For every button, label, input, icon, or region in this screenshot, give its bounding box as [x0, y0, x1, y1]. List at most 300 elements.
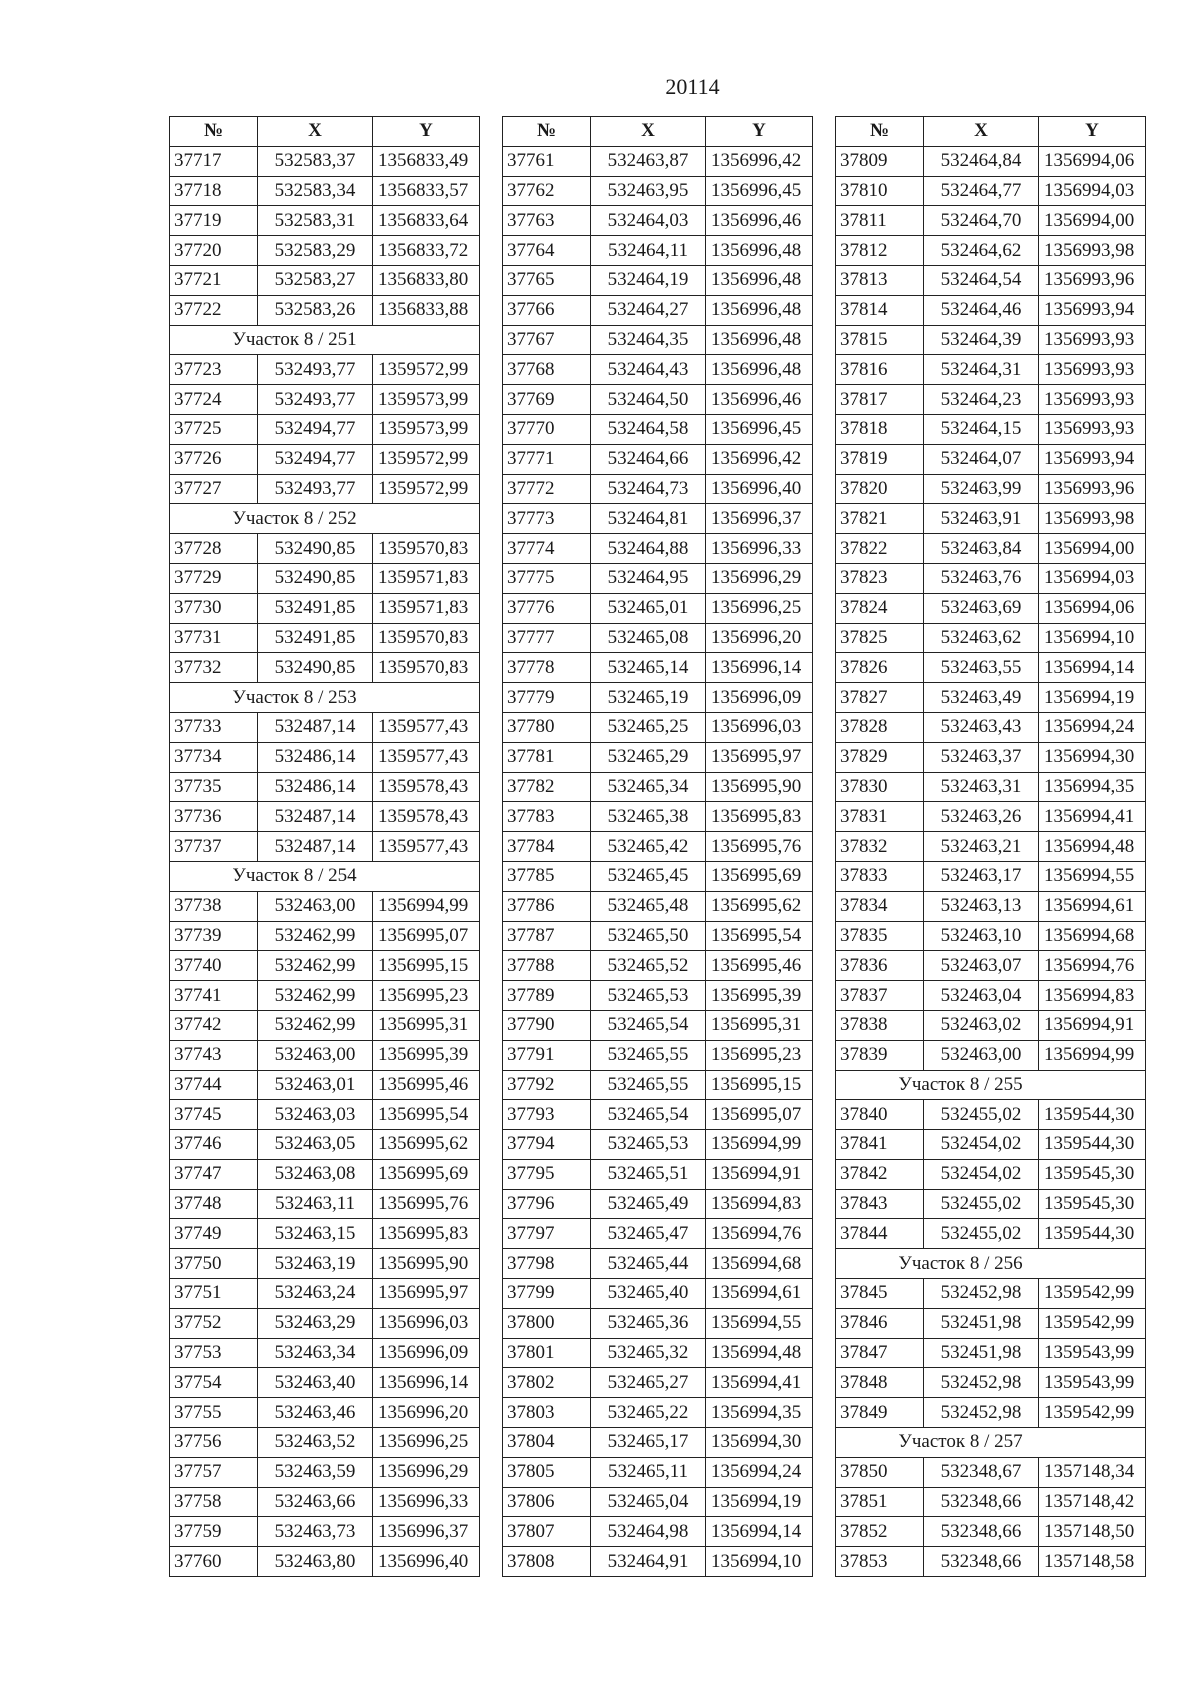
number-header: №: [836, 117, 924, 147]
table-row: [836, 921, 1146, 951]
y-coordinate-cell: 1356994,76: [706, 1219, 813, 1249]
x-coordinate-cell: 532465,49: [591, 1189, 706, 1219]
y-coordinate-cell: 1356994,41: [706, 1368, 813, 1398]
point-number-cell: 37759: [170, 1517, 258, 1547]
point-number-cell: 37775: [503, 563, 591, 593]
point-number-cell: 37749: [170, 1219, 258, 1249]
point-number-cell: 37839: [836, 1040, 924, 1070]
x-coordinate-cell: 532463,37: [924, 742, 1039, 772]
y-coordinate-cell: 1356994,30: [706, 1428, 813, 1458]
y-coordinate-cell: 1356995,69: [373, 1159, 480, 1189]
point-number-cell: 37741: [170, 981, 258, 1011]
point-number-cell: 37730: [170, 593, 258, 623]
table-row: [503, 534, 813, 564]
x-coordinate-cell: 532463,99: [924, 474, 1039, 504]
table-row: [836, 385, 1146, 415]
point-number-cell: 37840: [836, 1100, 924, 1130]
y-coordinate-cell: 1356994,19: [706, 1487, 813, 1517]
point-number-cell: 37816: [836, 355, 924, 385]
x-coordinate-cell: 532490,85: [258, 563, 373, 593]
table-row: [170, 1249, 480, 1279]
point-number-cell: 37795: [503, 1159, 591, 1189]
y-coordinate-cell: 1356833,57: [373, 176, 480, 206]
x-coordinate-cell: 532465,44: [591, 1249, 706, 1279]
y-coordinate-cell: 1356994,68: [1039, 921, 1146, 951]
x-coordinate-cell: 532455,02: [924, 1100, 1039, 1130]
x-coordinate-cell: 532463,00: [258, 891, 373, 921]
point-number-cell: 37801: [503, 1338, 591, 1368]
y-coordinate-cell: 1356996,45: [706, 414, 813, 444]
point-number-cell: 37812: [836, 236, 924, 266]
x-coordinate-cell: 532464,27: [591, 295, 706, 325]
point-number-cell: 37842: [836, 1159, 924, 1189]
x-coordinate-cell: 532465,11: [591, 1457, 706, 1487]
y-coordinate-cell: 1356993,93: [1039, 325, 1146, 355]
table-row: [170, 385, 480, 415]
number-header: №: [170, 117, 258, 147]
point-number-cell: 37827: [836, 683, 924, 713]
point-number-cell: 37835: [836, 921, 924, 951]
point-number-cell: 37758: [170, 1487, 258, 1517]
y-coordinate-cell: 1359542,99: [1039, 1308, 1146, 1338]
x-coordinate-cell: 532493,77: [258, 385, 373, 415]
table-row: [503, 1189, 813, 1219]
y-coordinate-cell: 1356833,88: [373, 295, 480, 325]
x-coordinate-cell: 532464,50: [591, 385, 706, 415]
table-row: [170, 1070, 480, 1100]
table-row: [170, 265, 480, 295]
x-coordinate-cell: 532462,99: [258, 921, 373, 951]
y-coordinate-cell: 1356996,37: [706, 504, 813, 534]
x-coordinate-cell: 532465,38: [591, 802, 706, 832]
y-coordinate-cell: 1356993,93: [1039, 414, 1146, 444]
table-row: [503, 444, 813, 474]
coordinates-table: [502, 116, 813, 1577]
point-number-cell: 37762: [503, 176, 591, 206]
x-coordinate-cell: 532463,04: [924, 981, 1039, 1011]
point-number-cell: 37717: [170, 146, 258, 176]
y-header: Y: [706, 117, 813, 147]
point-number-cell: 37772: [503, 474, 591, 504]
section-row: [170, 861, 480, 891]
y-coordinate-cell: 1356994,03: [1039, 563, 1146, 593]
point-number-cell: 37739: [170, 921, 258, 951]
y-coordinate-cell: 1356994,06: [1039, 593, 1146, 623]
y-coordinate-cell: 1356995,23: [373, 981, 480, 1011]
y-coordinate-cell: 1356996,40: [373, 1547, 480, 1577]
y-coordinate-cell: 1356996,03: [706, 712, 813, 742]
point-number-cell: 37813: [836, 265, 924, 295]
x-coordinate-cell: 532465,27: [591, 1368, 706, 1398]
header-row: [836, 117, 1146, 147]
y-coordinate-cell: 1356995,62: [373, 1130, 480, 1160]
table-row: [170, 1457, 480, 1487]
table-row: [170, 563, 480, 593]
table-row: [836, 891, 1146, 921]
point-number-cell: 37718: [170, 176, 258, 206]
x-coordinate-cell: 532464,81: [591, 504, 706, 534]
table-row: [836, 951, 1146, 981]
y-coordinate-cell: 1356996,48: [706, 236, 813, 266]
table-row: [170, 1279, 480, 1309]
table-row: [503, 1100, 813, 1130]
table-row: [503, 861, 813, 891]
x-coordinate-cell: 532348,67: [924, 1457, 1039, 1487]
point-number-cell: 37723: [170, 355, 258, 385]
y-coordinate-cell: 1359578,43: [373, 802, 480, 832]
point-number-cell: 37850: [836, 1457, 924, 1487]
table-row: [836, 593, 1146, 623]
point-number-cell: 37783: [503, 802, 591, 832]
y-coordinate-cell: 1356994,10: [1039, 623, 1146, 653]
point-number-cell: 37750: [170, 1249, 258, 1279]
x-header: X: [258, 117, 373, 147]
y-coordinate-cell: 1356996,29: [373, 1457, 480, 1487]
x-coordinate-cell: 532583,27: [258, 265, 373, 295]
point-number-cell: 37847: [836, 1338, 924, 1368]
table-row: [503, 1398, 813, 1428]
section-row: [836, 1070, 1146, 1100]
y-coordinate-cell: 1359545,30: [1039, 1189, 1146, 1219]
y-coordinate-cell: 1356833,64: [373, 206, 480, 236]
table-row: [836, 653, 1146, 683]
table-row: [503, 1338, 813, 1368]
table-row: [503, 1547, 813, 1577]
point-number-cell: 37744: [170, 1070, 258, 1100]
x-coordinate-cell: 532464,39: [924, 325, 1039, 355]
x-coordinate-cell: 532465,50: [591, 921, 706, 951]
y-coordinate-cell: 1356994,55: [1039, 861, 1146, 891]
table-row: [503, 265, 813, 295]
table-row: [503, 1159, 813, 1189]
x-coordinate-cell: 532463,87: [591, 146, 706, 176]
y-coordinate-cell: 1356994,06: [1039, 146, 1146, 176]
y-coordinate-cell: 1356993,98: [1039, 236, 1146, 266]
x-coordinate-cell: 532465,01: [591, 593, 706, 623]
x-coordinate-cell: 532583,29: [258, 236, 373, 266]
table-row: [836, 742, 1146, 772]
point-number-cell: 37747: [170, 1159, 258, 1189]
point-number-cell: 37761: [503, 146, 591, 176]
x-coordinate-cell: 532463,66: [258, 1487, 373, 1517]
x-coordinate-cell: 532464,70: [924, 206, 1039, 236]
point-number-cell: 37731: [170, 623, 258, 653]
y-coordinate-cell: 1356994,14: [1039, 653, 1146, 683]
point-number-cell: 37776: [503, 593, 591, 623]
table-row: [503, 1428, 813, 1458]
point-number-cell: 37810: [836, 176, 924, 206]
x-coordinate-cell: 532464,77: [924, 176, 1039, 206]
x-coordinate-cell: 532487,14: [258, 832, 373, 862]
point-number-cell: 37853: [836, 1547, 924, 1577]
point-number-cell: 37814: [836, 295, 924, 325]
y-coordinate-cell: 1356993,98: [1039, 504, 1146, 534]
x-coordinate-cell: 532463,40: [258, 1368, 373, 1398]
y-coordinate-cell: 1356995,39: [373, 1040, 480, 1070]
x-coordinate-cell: 532463,80: [258, 1547, 373, 1577]
x-coordinate-cell: 532464,73: [591, 474, 706, 504]
table-row: [836, 206, 1146, 236]
table-row: [503, 593, 813, 623]
table-row: [836, 265, 1146, 295]
point-number-cell: 37754: [170, 1368, 258, 1398]
y-coordinate-cell: 1356995,97: [706, 742, 813, 772]
section-row: [170, 325, 480, 355]
table-row: [170, 832, 480, 862]
y-header: Y: [373, 117, 480, 147]
table-row: [503, 1457, 813, 1487]
coordinate-table-2: [502, 116, 813, 1577]
point-number-cell: 37768: [503, 355, 591, 385]
point-number-cell: 37797: [503, 1219, 591, 1249]
y-coordinate-cell: 1356996,20: [706, 623, 813, 653]
table-row: [170, 355, 480, 385]
x-coordinate-cell: 532465,52: [591, 951, 706, 981]
y-coordinate-cell: 1356994,55: [706, 1308, 813, 1338]
table-row: [170, 1547, 480, 1577]
point-number-cell: 37746: [170, 1130, 258, 1160]
y-coordinate-cell: 1356993,93: [1039, 355, 1146, 385]
table-row: [170, 474, 480, 504]
x-coordinate-cell: 532465,17: [591, 1428, 706, 1458]
point-number-cell: 37729: [170, 563, 258, 593]
y-coordinate-cell: 1356996,46: [706, 206, 813, 236]
table-row: [170, 593, 480, 623]
table-row: [503, 623, 813, 653]
point-number-cell: 37832: [836, 832, 924, 862]
y-coordinate-cell: 1356994,68: [706, 1249, 813, 1279]
table-row: [170, 1219, 480, 1249]
point-number-cell: 37721: [170, 265, 258, 295]
point-number-cell: 37798: [503, 1249, 591, 1279]
y-coordinate-cell: 1356996,37: [373, 1517, 480, 1547]
x-coordinate-cell: 532464,88: [591, 534, 706, 564]
x-coordinate-cell: 532463,13: [924, 891, 1039, 921]
table-row: [170, 951, 480, 981]
point-number-cell: 37724: [170, 385, 258, 415]
y-coordinate-cell: 1357148,58: [1039, 1547, 1146, 1577]
x-header: X: [591, 117, 706, 147]
point-number-cell: 37845: [836, 1279, 924, 1309]
table-row: [836, 1010, 1146, 1040]
y-coordinate-cell: 1359573,99: [373, 385, 480, 415]
y-coordinate-cell: 1356996,09: [373, 1338, 480, 1368]
y-coordinate-cell: 1356993,93: [1039, 385, 1146, 415]
coordinate-table-3: [835, 116, 1146, 1577]
point-number-cell: 37807: [503, 1517, 591, 1547]
table-row: [836, 1308, 1146, 1338]
point-number-cell: 37800: [503, 1308, 591, 1338]
y-coordinate-cell: 1356995,54: [706, 921, 813, 951]
table-row: [170, 176, 480, 206]
x-coordinate-cell: 532464,03: [591, 206, 706, 236]
x-coordinate-cell: 532463,11: [258, 1189, 373, 1219]
point-number-cell: 37830: [836, 772, 924, 802]
y-coordinate-cell: 1356994,48: [706, 1338, 813, 1368]
table-row: [836, 1279, 1146, 1309]
y-coordinate-cell: 1356996,14: [373, 1368, 480, 1398]
y-coordinate-cell: 1359543,99: [1039, 1368, 1146, 1398]
x-coordinate-cell: 532465,32: [591, 1338, 706, 1368]
x-coordinate-cell: 532464,62: [924, 236, 1039, 266]
y-coordinate-cell: 1356995,62: [706, 891, 813, 921]
y-coordinate-cell: 1356995,07: [373, 921, 480, 951]
y-coordinate-cell: 1356996,20: [373, 1398, 480, 1428]
y-coordinate-cell: 1356995,83: [706, 802, 813, 832]
y-coordinate-cell: 1356995,90: [373, 1249, 480, 1279]
point-number-cell: 37781: [503, 742, 591, 772]
y-coordinate-cell: 1356996,29: [706, 563, 813, 593]
point-number-cell: 37773: [503, 504, 591, 534]
y-coordinate-cell: 1357148,34: [1039, 1457, 1146, 1487]
header-row: [503, 117, 813, 147]
table-row: [170, 534, 480, 564]
x-coordinate-cell: 532454,02: [924, 1130, 1039, 1160]
table-row: [503, 653, 813, 683]
y-coordinate-cell: 1356996,25: [373, 1428, 480, 1458]
point-number-cell: 37818: [836, 414, 924, 444]
header-row: [170, 117, 480, 147]
section-row: [836, 1428, 1146, 1458]
point-number-cell: 37803: [503, 1398, 591, 1428]
y-coordinate-cell: 1359571,83: [373, 593, 480, 623]
y-coordinate-cell: 1356995,31: [706, 1010, 813, 1040]
y-coordinate-cell: 1356994,99: [706, 1130, 813, 1160]
table-row: [836, 1100, 1146, 1130]
y-coordinate-cell: 1356995,83: [373, 1219, 480, 1249]
x-coordinate-cell: 532465,48: [591, 891, 706, 921]
table-row: [170, 802, 480, 832]
point-number-cell: 37753: [170, 1338, 258, 1368]
x-coordinate-cell: 532463,29: [258, 1308, 373, 1338]
y-coordinate-cell: 1356994,83: [1039, 981, 1146, 1011]
y-coordinate-cell: 1356996,45: [706, 176, 813, 206]
x-coordinate-cell: 532486,14: [258, 742, 373, 772]
table-row: [503, 891, 813, 921]
point-number-cell: 37828: [836, 712, 924, 742]
point-number-cell: 37752: [170, 1308, 258, 1338]
x-coordinate-cell: 532465,40: [591, 1279, 706, 1309]
table-row: [836, 1219, 1146, 1249]
table-row: [503, 474, 813, 504]
point-number-cell: 37851: [836, 1487, 924, 1517]
x-coordinate-cell: 532463,24: [258, 1279, 373, 1309]
table-row: [836, 295, 1146, 325]
y-coordinate-cell: 1356995,76: [373, 1189, 480, 1219]
table-row: [170, 295, 480, 325]
x-coordinate-cell: 532464,11: [591, 236, 706, 266]
x-coordinate-cell: 532463,69: [924, 593, 1039, 623]
point-number-cell: 37751: [170, 1279, 258, 1309]
table-row: [503, 1487, 813, 1517]
y-coordinate-cell: 1356994,35: [706, 1398, 813, 1428]
point-number-cell: 37763: [503, 206, 591, 236]
y-coordinate-cell: 1356994,91: [1039, 1010, 1146, 1040]
table-row: [170, 981, 480, 1011]
x-coordinate-cell: 532463,49: [924, 683, 1039, 713]
point-number-cell: 37727: [170, 474, 258, 504]
table-row: [836, 861, 1146, 891]
point-number-cell: 37726: [170, 444, 258, 474]
point-number-cell: 37777: [503, 623, 591, 653]
x-coordinate-cell: 532463,73: [258, 1517, 373, 1547]
x-coordinate-cell: 532455,02: [924, 1219, 1039, 1249]
point-number-cell: 37766: [503, 295, 591, 325]
x-coordinate-cell: 532465,25: [591, 712, 706, 742]
x-coordinate-cell: 532463,52: [258, 1428, 373, 1458]
x-coordinate-cell: 532463,26: [924, 802, 1039, 832]
x-coordinate-cell: 532463,59: [258, 1457, 373, 1487]
y-coordinate-cell: 1359573,99: [373, 414, 480, 444]
x-coordinate-cell: 532494,77: [258, 414, 373, 444]
x-coordinate-cell: 532491,85: [258, 593, 373, 623]
point-number-cell: 37760: [170, 1547, 258, 1577]
table-row: [503, 563, 813, 593]
y-coordinate-cell: 1356996,40: [706, 474, 813, 504]
point-number-cell: 37822: [836, 534, 924, 564]
table-row: [836, 1517, 1146, 1547]
point-number-cell: 37757: [170, 1457, 258, 1487]
point-number-cell: 37838: [836, 1010, 924, 1040]
page-number: 20114: [665, 74, 720, 99]
x-coordinate-cell: 532463,17: [924, 861, 1039, 891]
table-row: [836, 474, 1146, 504]
x-coordinate-cell: 532465,36: [591, 1308, 706, 1338]
y-coordinate-cell: 1356994,10: [706, 1547, 813, 1577]
y-coordinate-cell: 1356995,46: [373, 1070, 480, 1100]
point-number-cell: 37778: [503, 653, 591, 683]
x-coordinate-cell: 532465,54: [591, 1010, 706, 1040]
x-coordinate-cell: 532493,77: [258, 355, 373, 385]
point-number-cell: 37833: [836, 861, 924, 891]
table-row: [170, 1517, 480, 1547]
x-coordinate-cell: 532464,91: [591, 1547, 706, 1577]
point-number-cell: 37841: [836, 1130, 924, 1160]
point-number-cell: 37824: [836, 593, 924, 623]
y-coordinate-cell: 1356995,07: [706, 1100, 813, 1130]
y-coordinate-cell: 1356994,24: [1039, 712, 1146, 742]
y-coordinate-cell: 1356995,15: [706, 1070, 813, 1100]
point-number-cell: 37737: [170, 832, 258, 862]
y-coordinate-cell: 1356996,33: [706, 534, 813, 564]
x-coordinate-cell: 532490,85: [258, 534, 373, 564]
table-row: [503, 355, 813, 385]
point-number-cell: 37821: [836, 504, 924, 534]
point-number-cell: 37796: [503, 1189, 591, 1219]
point-number-cell: 37836: [836, 951, 924, 981]
table-row: [836, 623, 1146, 653]
y-coordinate-cell: 1359577,43: [373, 742, 480, 772]
point-number-cell: 37811: [836, 206, 924, 236]
point-number-cell: 37787: [503, 921, 591, 951]
point-number-cell: 37769: [503, 385, 591, 415]
point-number-cell: 37725: [170, 414, 258, 444]
x-coordinate-cell: 532464,31: [924, 355, 1039, 385]
y-coordinate-cell: 1356993,96: [1039, 265, 1146, 295]
y-coordinate-cell: 1359578,43: [373, 772, 480, 802]
x-coordinate-cell: 532452,98: [924, 1398, 1039, 1428]
y-coordinate-cell: 1359542,99: [1039, 1279, 1146, 1309]
point-number-cell: 37846: [836, 1308, 924, 1338]
section-title: Участок 8 / 255: [836, 1070, 1146, 1100]
y-coordinate-cell: 1359570,83: [373, 653, 480, 683]
x-coordinate-cell: 532463,34: [258, 1338, 373, 1368]
point-number-cell: 37788: [503, 951, 591, 981]
point-number-cell: 37743: [170, 1040, 258, 1070]
table-row: [170, 236, 480, 266]
table-row: [503, 236, 813, 266]
x-coordinate-cell: 532463,91: [924, 504, 1039, 534]
